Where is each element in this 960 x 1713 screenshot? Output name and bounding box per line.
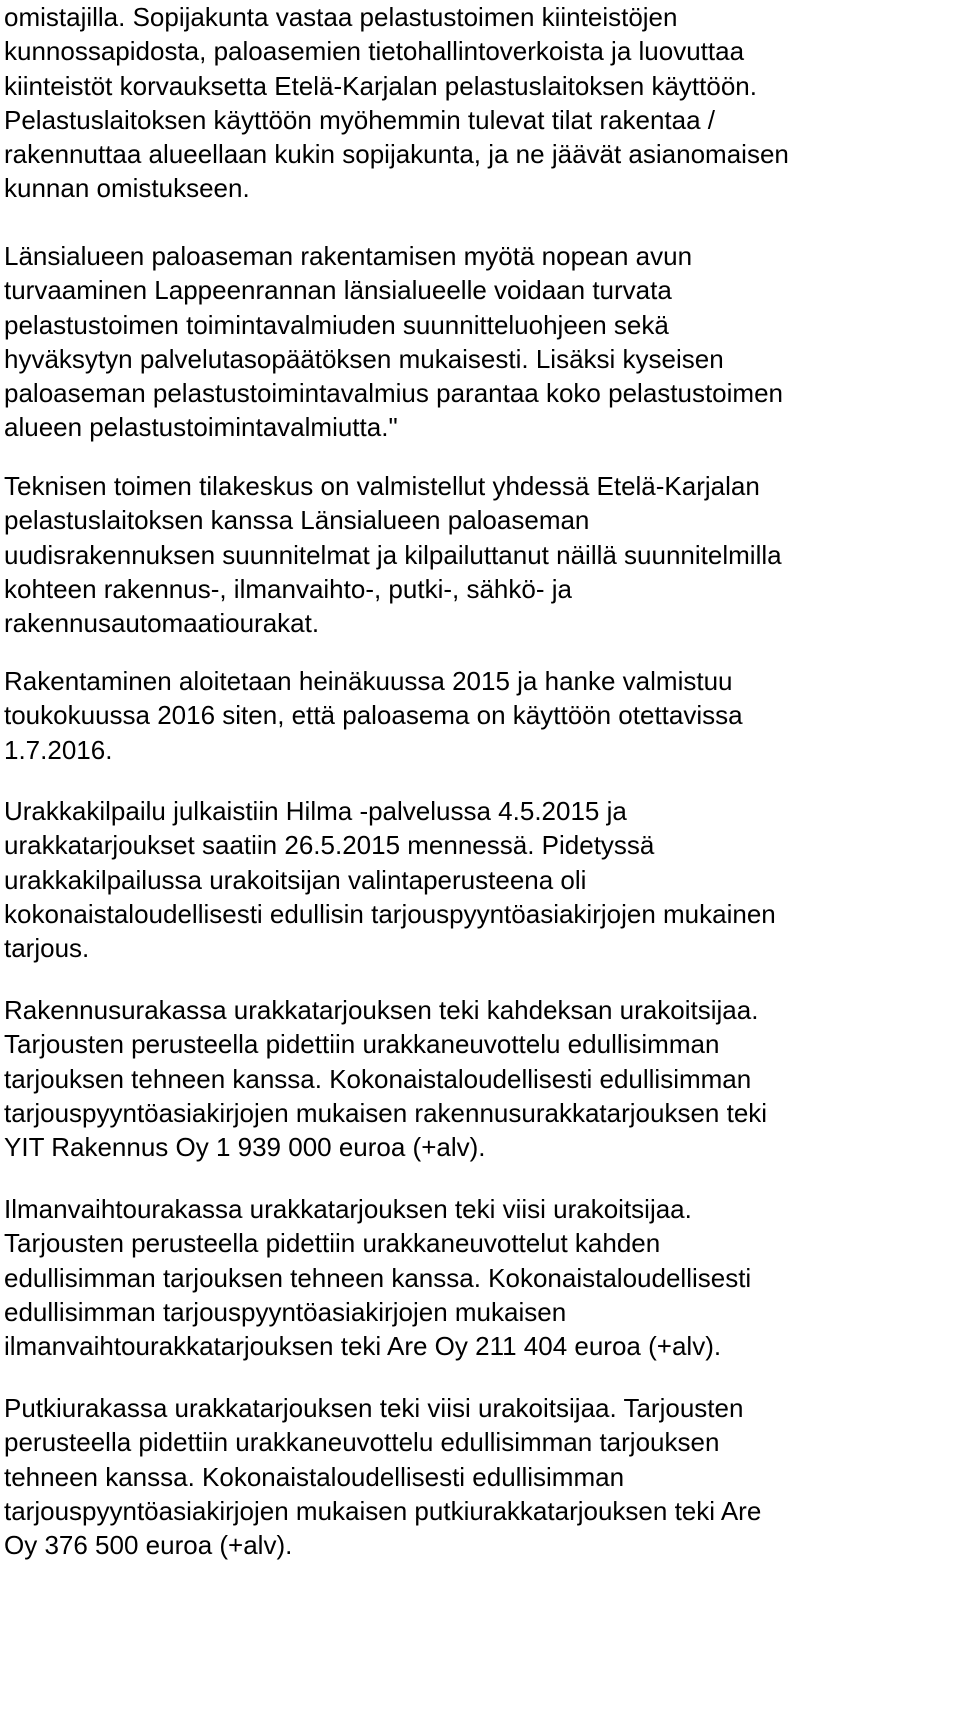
text-line: paloaseman pelastustoimintavalmius parantaa koko pelastustoimen (4, 378, 783, 409)
text-line: YIT Rakennus Oy 1 939 000 euroa (+alv). (4, 1132, 486, 1163)
text-line: alueen pelastustoimintavalmiutta." (4, 412, 398, 443)
text-line: Urakkakilpailu julkaistiin Hilma -palvelussa 4.5.2015 ja (4, 796, 627, 826)
text-line: rakennuttaa alueellaan kukin sopijakunta, ja ne jäävät asianomaisen (4, 139, 789, 170)
paragraph-ventilation-contract (4, 1192, 751, 1363)
text-line: 1.7.2016. (4, 734, 113, 765)
text-line: kunnossapidosta, paloasemien tietohallintoverkoista ja luovuttaa (4, 36, 745, 67)
text-line: kokonaistaloudellisesti edullisin tarjouspyyntöasiakirjojen mukainen (4, 898, 776, 929)
text-line: tarjous. (4, 933, 90, 964)
text-line: Ilmanvaihtourakassa urakkatarjouksen teki viisi urakoitsijaa. (4, 1194, 692, 1224)
text-line: kunnan omistukseen. (4, 173, 250, 204)
text-line: Pelastuslaitoksen käyttöön myöhemmin tulevat tilat rakentaa / (4, 104, 716, 135)
text-line: tehneen kanssa. Kokonaistaloudellisesti edullisimman (4, 1461, 625, 1492)
paragraph-tender (4, 794, 776, 965)
text-line: Teknisen toimen tilakeskus on valmistellut yhdessä Etelä-Karjalan (4, 471, 760, 501)
text-line: Länsialueen paloaseman rakentamisen myötä nopean avun (4, 241, 693, 271)
text-line: kohteen rakennus-, ilmanvaihto-, putki-, sähkö- ja (4, 573, 572, 604)
text-line: tarjouksen tehneen kanssa. Kokonaistaloudellisesti edullisimman (4, 1063, 752, 1094)
paragraph-plumbing-contract (4, 1391, 761, 1562)
text-line: Rakennusurakassa urakkatarjouksen teki kahdeksan urakoitsijaa. (4, 995, 759, 1025)
text-line: pelastustoimen toimintavalmiuden suunnitteluohjeen sekä (4, 309, 669, 340)
text-line: Rakentaminen aloitetaan heinäkuussa 2015 ja hanke valmistuu (4, 666, 733, 696)
paragraph-west-area-station (4, 239, 783, 445)
paragraph-construction-contract (4, 993, 767, 1164)
text-line: Tarjousten perusteella pidettiin urakkaneuvottelu edullisimman (4, 1029, 720, 1060)
text-line: uudisrakennuksen suunnitelmat ja kilpailuttanut näillä suunnitelmilla (4, 539, 782, 570)
text-line: edullisimman tarjouspyyntöasiakirjojen mukaisen (4, 1296, 567, 1327)
paragraph-planning (4, 469, 782, 640)
text-line: tarjouspyyntöasiakirjojen mukaisen putkiurakkatarjouksen teki Are (4, 1495, 762, 1526)
paragraph-schedule (4, 664, 743, 767)
text-line: Tarjousten perusteella pidettiin urakkaneuvottelut kahden (4, 1228, 661, 1259)
text-line: rakennusautomaatiourakat. (4, 608, 320, 639)
text-line: kiinteistöt korvauksetta Etelä-Karjalan pelastuslaitoksen käyttöön. (4, 70, 757, 101)
text-line: urakkakilpailussa urakoitsijan valintaperusteena oli (4, 864, 587, 895)
text-line: toukokuussa 2016 siten, että paloasema on käyttöön otettavissa (4, 700, 743, 731)
text-line: urakkatarjoukset saatiin 26.5.2015 mennessä. Pidetyssä (4, 830, 655, 861)
text-line: Oy 376 500 euroa (+alv). (4, 1530, 293, 1561)
text-line: perusteella pidettiin urakkaneuvottelu edullisimman tarjouksen (4, 1427, 720, 1458)
text-line: turvaaminen Lappeenrannan länsialueelle voidaan turvata (4, 275, 672, 306)
paragraph-ownership (4, 0, 789, 206)
text-line: pelastuslaitoksen kanssa Länsialueen paloaseman (4, 505, 590, 536)
text-line: edullisimman tarjouksen tehneen kanssa. Kokonaistaloudellisesti (4, 1262, 752, 1293)
text-line: omistajilla. Sopijakunta vastaa pelastustoimen kiinteistöjen (4, 2, 678, 32)
text-line: Putkiurakassa urakkatarjouksen teki viisi urakoitsijaa. Tarjousten (4, 1393, 744, 1423)
text-line: tarjouspyyntöasiakirjojen mukaisen rakennusurakkatarjouksen teki (4, 1097, 768, 1128)
text-line: hyväksytyn palvelutasopäätöksen mukaisesti. Lisäksi kyseisen (4, 343, 724, 374)
text-line: ilmanvaihtourakkatarjouksen teki Are Oy 211 404 euroa (+alv). (4, 1331, 722, 1362)
